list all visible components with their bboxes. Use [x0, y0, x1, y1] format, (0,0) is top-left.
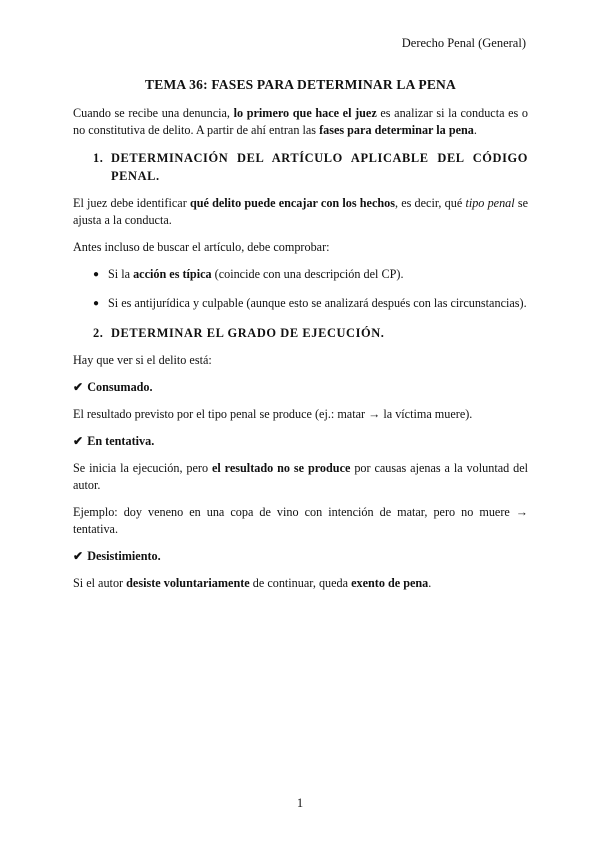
check-mark-icon: ✔ — [73, 380, 84, 394]
intro-text: Cuando se recibe una denuncia, — [73, 106, 234, 120]
section-1-heading — [93, 149, 528, 185]
subheading-label: Desistimiento. — [87, 549, 161, 563]
section-2-paragraph: Hay que ver si el delito está: — [73, 353, 212, 367]
paragraph-bold-text: desiste voluntariamente — [126, 576, 250, 590]
paragraph-text: Se inicia la ejecución, pero — [73, 461, 212, 475]
subheading-label: En tentativa. — [87, 434, 155, 448]
subheading-label: Consumado. — [87, 380, 153, 394]
paragraph-italic-text: tipo penal — [465, 196, 515, 210]
section-number: 1. — [93, 151, 104, 165]
page-content — [73, 76, 528, 602]
intro-paragraph — [73, 105, 528, 139]
list-text: Si la — [108, 267, 134, 281]
tentativa-paragraph — [73, 460, 528, 494]
section-number: 2. — [93, 326, 104, 340]
subheading-consumado — [73, 379, 528, 396]
subheading-tentativa — [73, 433, 528, 450]
intro-text: es analizar si la conducta es o no constitutiva de delito. A partir de ahí entran las — [73, 106, 529, 137]
tentativa-example: Ejemplo: doy veneno en una copa de vino con intención de matar, pero no muere → tentativa. — [73, 505, 528, 536]
list-bold-text: acción es típica — [133, 267, 212, 281]
paragraph-text: , es decir, qué — [395, 196, 466, 210]
section-heading-text: DETERMINAR EL GRADO DE EJECUCIÓN. — [111, 326, 385, 340]
list-item-text — [108, 266, 404, 283]
section-1-paragraph-2: Antes incluso de buscar el artículo, debe comprobar: — [73, 240, 330, 254]
subheading-desistimiento — [73, 548, 528, 565]
list-item — [93, 295, 528, 312]
paragraph-text: . — [428, 576, 432, 590]
paragraph-text: se ajusta a la conducta. — [73, 196, 528, 227]
check-mark-icon: ✔ — [73, 434, 84, 448]
paragraph-text: de continuar, queda — [249, 576, 352, 590]
running-header: Derecho Penal (General) — [401, 36, 526, 50]
document-title: TEMA 36: FASES PARA DETERMINAR LA PENA — [145, 77, 456, 92]
section-1-paragraph — [73, 195, 528, 229]
paragraph-text: El juez debe identificar — [73, 196, 190, 210]
intro-bold-text: lo primero que hace el juez — [233, 106, 377, 120]
section-2-heading — [93, 324, 528, 342]
check-mark-icon: ✔ — [73, 549, 84, 563]
section-heading-text: DETERMINACIÓN DEL ARTÍCULO APLICABLE DEL CÓDIGO PENAL. — [111, 151, 528, 183]
bullet-icon: ● — [93, 298, 100, 309]
list-text: (coincide con una descripción del CP). — [211, 267, 404, 281]
consumado-paragraph: El resultado previsto por el tipo penal se produce (ej.: matar → la víctima muere). — [73, 407, 473, 421]
paragraph-text: por causas ajenas a la voluntad del autor. — [73, 461, 528, 492]
paragraph-bold-text: qué delito puede encajar con los hechos — [189, 196, 395, 210]
desistimiento-paragraph — [73, 575, 528, 592]
paragraph-bold-text: el resultado no se produce — [211, 461, 351, 475]
list-item-text: Si es antijurídica y culpable (aunque esto se analizará después con las circunstancias). — [108, 296, 527, 310]
bullet-icon: ● — [93, 269, 100, 280]
paragraph-bold-text: exento de pena — [351, 576, 429, 590]
list-item — [93, 266, 528, 283]
paragraph-text: Si el autor — [73, 576, 127, 590]
intro-text: . — [473, 123, 477, 137]
intro-bold-text: fases para determinar la pena — [319, 123, 474, 137]
page-number: 1 — [296, 796, 304, 810]
bullet-list — [93, 266, 528, 312]
